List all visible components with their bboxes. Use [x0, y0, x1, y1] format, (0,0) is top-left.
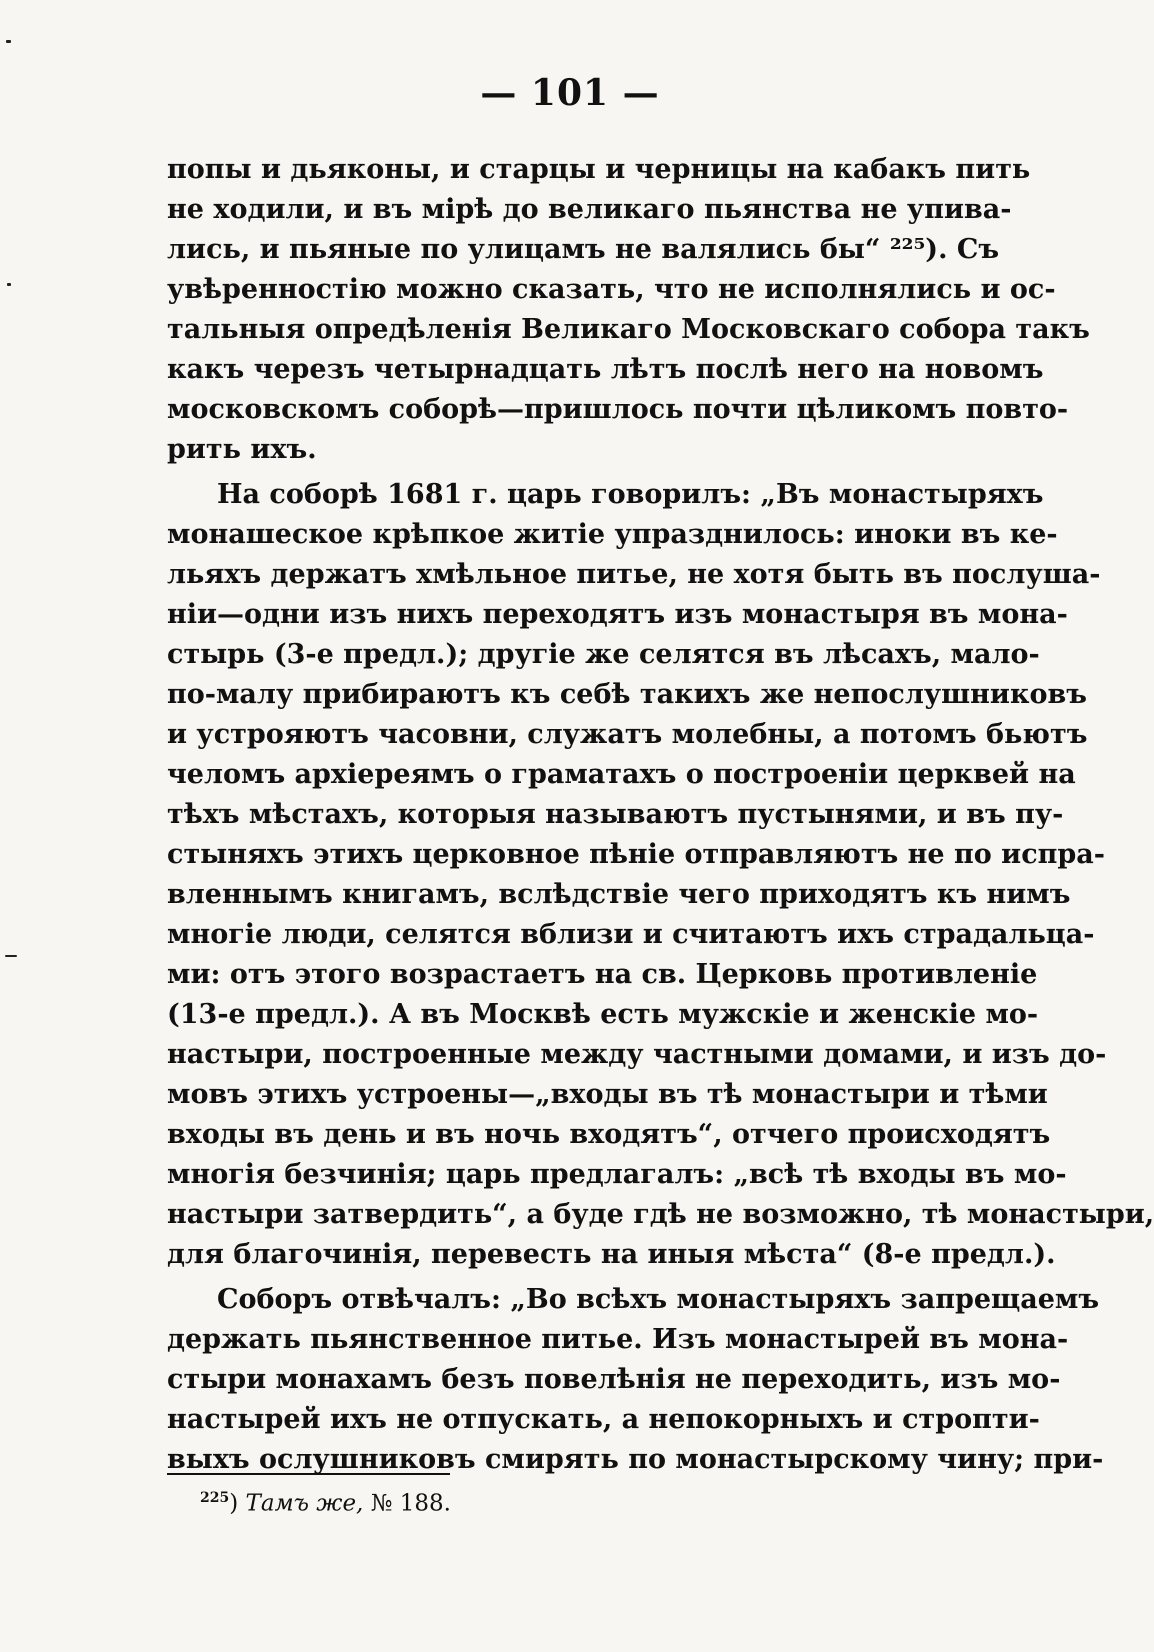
text-line: ніи—одни изъ нихъ переходятъ изъ монастыря въ мона- [167, 599, 1068, 630]
body-text [167, 150, 1154, 1480]
text-line: челомъ архіереямъ о граматахъ о построеніи церквей на [167, 759, 1076, 790]
text-line: попы и дьяконы, и старцы и черницы на кабакъ пить [167, 154, 1031, 185]
text-line: ми: отъ этого возрастаетъ на св. Церковь противленіе [167, 959, 1038, 990]
footnote-divider [167, 1473, 450, 1475]
page-number: — 101 — [480, 72, 660, 114]
text-line: рить ихъ. [167, 434, 317, 465]
scan-speck [5, 955, 17, 957]
text-line: мовъ этихъ устроены—„входы въ тѣ монастыри и тѣми [167, 1079, 1048, 1110]
paragraph [167, 475, 1154, 1275]
text-line: не ходили, и въ мірѣ до великаго пьянства не упива- [167, 194, 1012, 225]
text-line: и устрояютъ часовни, служатъ молебны, а потомъ бьютъ [167, 719, 1088, 750]
text-line: многія безчинія; царь предлагалъ: „всѣ тѣ входы въ мо- [167, 1159, 1067, 1190]
text-line: по-малу прибираютъ къ себѣ такихъ же непослушниковъ [167, 679, 1087, 710]
text-line: тѣхъ мѣстахъ, которыя называютъ пустынями, и въ пу- [167, 799, 1064, 830]
text-line: держать пьянственное питье. Изъ монастырей въ мона- [167, 1324, 1069, 1355]
scan-speck [6, 40, 11, 43]
text-line: настыри затвердить“, а буде гдѣ не возможно, тѣ монастыри, [167, 1199, 1154, 1230]
text-line: выхъ ослушниковъ смирять по монастырскому чину; при- [167, 1444, 1104, 1475]
text-line: стыняхъ этихъ церковное пѣніе отправляютъ не по испра- [167, 839, 1105, 870]
paragraph [167, 150, 1090, 470]
footnote-locator: № 188. [370, 1490, 451, 1517]
text-line: На соборѣ 1681 г. царь говорилъ: „Въ монастыряхъ [217, 479, 1044, 510]
footnote-number: 225 [200, 1490, 230, 1506]
text-line: льяхъ держатъ хмѣльное питье, не хотя быть въ послуша- [167, 559, 1101, 590]
text-line: (13-е предл.). А въ Москвѣ есть мужскіе и женскіе мо- [167, 999, 1039, 1030]
paragraph [167, 1280, 1104, 1480]
footnote: $^{225}$) Тамъ же, № 188. [200, 1490, 451, 1517]
text-line: тальныя опредѣленія Великаго Московскаго собора такъ [167, 314, 1090, 345]
text-line: московскомъ соборѣ—пришлось почти цѣликомъ повто- [167, 394, 1069, 425]
text-line: Соборъ отвѣчалъ: „Во всѣхъ монастыряхъ запрещаемъ [217, 1284, 1100, 1315]
text-line: монашеское крѣпкое житіе упразднилось: иноки въ ке- [167, 519, 1058, 550]
text-line: какъ черезъ четырнадцать лѣтъ послѣ него на новомъ [167, 354, 1044, 385]
text-line: входы въ день и въ ночь входятъ“, отчего происходятъ [167, 1119, 1051, 1150]
text-line: для благочинія, перевесть на иныя мѣста“ (8-е предл.). [167, 1239, 1056, 1270]
text-line: стыри монахамъ безъ повелѣнія не переходить, изъ мо- [167, 1364, 1061, 1395]
text-line: вленнымъ книгамъ, вслѣдствіе чего приходятъ къ нимъ [167, 879, 1071, 910]
text-line: настыри, построенные между частными домами, и изъ до- [167, 1039, 1107, 1070]
text-line: стырь (3-е предл.); другіе же селятся въ лѣсахъ, мало- [167, 639, 1040, 670]
footnote-reference: Тамъ же, [245, 1490, 364, 1517]
text-line: лись, и пьяные по улицамъ не валялись бы“ ²²⁵). Съ [167, 234, 1000, 265]
text-line: настырей ихъ не отпускать, а непокорныхъ и стропти- [167, 1404, 1040, 1435]
scan-speck [7, 283, 11, 286]
text-line: многіе люди, селятся вблизи и считаютъ ихъ страдальца- [167, 919, 1095, 950]
text-line: увѣренностію можно сказать, что не исполнялись и ос- [167, 274, 1056, 305]
